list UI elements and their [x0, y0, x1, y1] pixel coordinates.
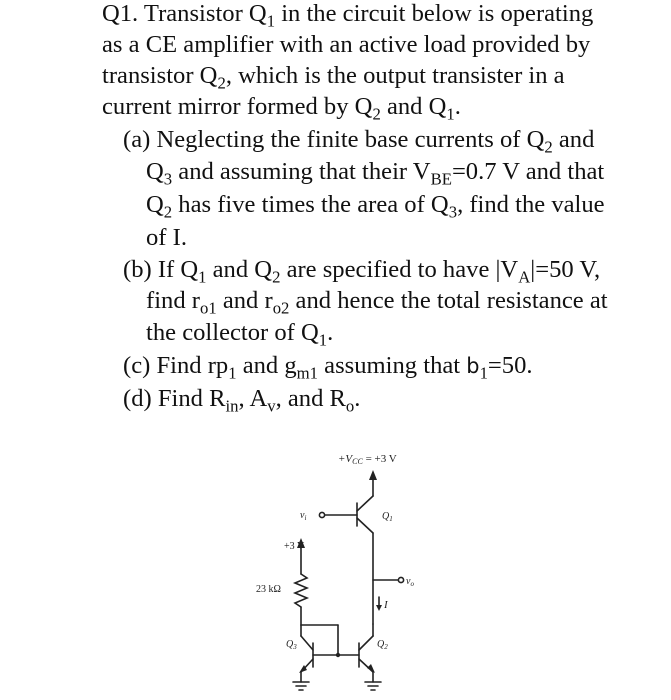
q1-label: $Q_1$ [382, 511, 393, 523]
q3-transistor [299, 625, 313, 682]
part-a-line-1: (a) Neglecting the finite base currents of $Q_2$ and [123, 126, 595, 157]
ground-icon [293, 682, 309, 690]
vcc-arrow-icon [369, 470, 377, 480]
question-line-2: as a CE amplifier with an active load provided by [102, 31, 591, 58]
part-a-line-2: $Q_3$ and assuming that their $V_{BE}=0.7$ V and that [146, 158, 605, 189]
q1-transistor [357, 476, 373, 533]
vi-label: $v_i$ [300, 510, 307, 522]
question-line-1: Q1. Transistor $Q_1$ in the circuit below is operating [102, 0, 594, 31]
vi-terminal [319, 512, 324, 517]
vo-label: $v_o$ [406, 576, 414, 588]
circuit-diagram [236, 440, 436, 698]
current-arrow-icon [376, 597, 382, 611]
q2-transistor [359, 624, 375, 682]
supply-label: +3 V [284, 541, 305, 552]
part-c-line: (c) Find $rp_1$ and $g_{m1}$ assuming that $b_1=50$. [123, 352, 533, 383]
vo-terminal [398, 577, 403, 582]
resistor-label: 23 kΩ [256, 584, 281, 595]
ground-icon [365, 682, 381, 690]
current-label: I [384, 599, 388, 611]
part-a-line-4: of I. [146, 224, 187, 251]
question-line-4: current mirror formed by $Q_2$ and $Q_1$. [102, 93, 461, 124]
question-line-3: transistor $Q_2$, which is the output transister in a [102, 62, 565, 93]
part-b-line-2: find $r_{o1}$ and $r_{o2}$ and hence the total resistance at [146, 287, 608, 318]
resistor-icon [295, 574, 307, 607]
part-d-line: (d) Find $R_{in}$, $A_v$, and $R_o$. [123, 385, 361, 416]
vcc-label: +VCC = +3 V [338, 453, 397, 466]
q3-label: $Q_3$ [286, 639, 297, 651]
part-a-line-3: $Q_2$ has five times the area of $Q_3$, find the value [146, 191, 605, 222]
q2-label: $Q_2$ [377, 639, 388, 651]
part-b-line-1: (b) If $Q_1$ and $Q_2$ are specified to have $|V_A|=50$ V, [123, 256, 601, 287]
part-b-line-3: the collector of $Q_1$. [146, 319, 334, 350]
